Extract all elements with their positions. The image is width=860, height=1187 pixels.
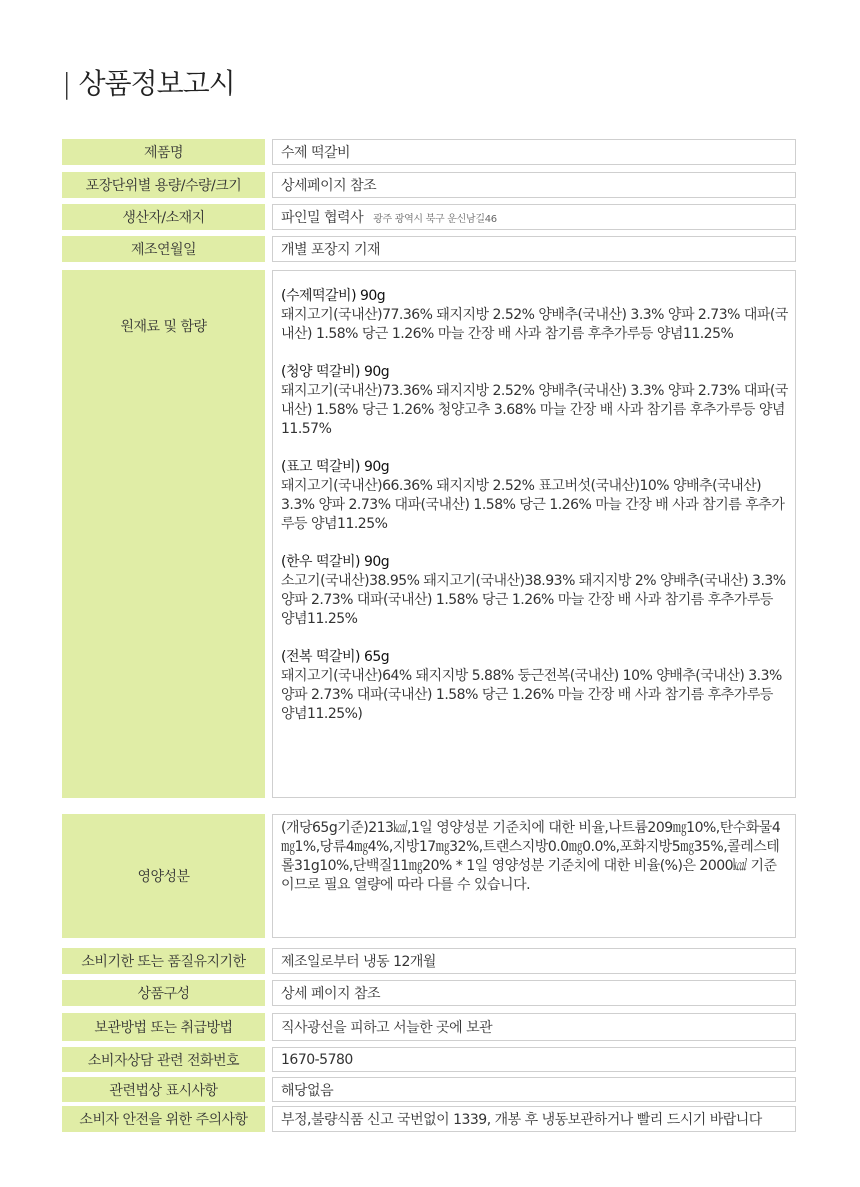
ingredient-item [281,363,789,439]
page-title [62,62,235,102]
row-label: 생산자/소재지 [62,204,265,230]
row-value: 상세 페이지 참조 [272,980,796,1006]
row-value: 직사광선을 피하고 서늘한 곳에 보관 [272,1013,796,1041]
ingredient-name: (전복 떡갈비) 65g [281,649,390,665]
ingredient-name: (한우 떡갈비) 90g [281,554,390,570]
info-row-legal-notice [62,1077,796,1102]
ingredient-text: 소고기(국내산)38.95% 돼지고기(국내산)38.93% 돼지지방 2% 양배추(국내산) 3.3% 양파 2.73% 대파(국내산) 1.58% 당근 1.26% 마늘 간장 배 사과 참기름 후추가루등 양념11.25% [281,573,786,627]
info-row-package-size [62,172,796,198]
producer-name: 파인밀 협력사 [281,210,364,226]
row-value: 상세페이지 참조 [272,172,796,198]
row-label: 원재료 및 함량 [62,270,265,798]
row-label: 영양성분 [62,814,265,938]
row-label: 제조연월일 [62,236,265,262]
info-row-composition [62,980,796,1006]
ingredient-item [281,458,789,534]
producer-address: 광주 광역시 북구 운신남길46 [373,213,497,225]
ingredients-value [272,270,796,798]
info-row-product-name [62,139,796,165]
ingredient-name: (수제떡갈비) 90g [281,288,386,304]
info-row-producer [62,204,796,230]
info-row-nutrition [62,814,796,938]
title-text: 상품정보고시 [78,67,235,100]
row-label: 관련법상 표시사항 [62,1077,265,1102]
row-label: 보관방법 또는 취급방법 [62,1013,265,1041]
row-value: 1670-5780 [272,1047,796,1072]
ingredient-text: 돼지고기(국내산)77.36% 돼지지방 2.52% 양배추(국내산) 3.3% 양파 2.73% 대파(국내산) 1.58% 당근 1.26% 마늘 간장 배 사과 참기름 후추가루등 양념11.25% [281,307,788,342]
ingredient-name: (표고 떡갈비) 90g [281,459,390,475]
nutrition-value: (개당65g기준)213㎉,1일 영양성분 기준치에 대한 비율,나트륨209㎎10%,탄수화물4㎎1%,당류4㎎4%,지방17㎎32%,트랜스지방0.0㎎0.0%,포화지방5㎎35%,콜레스테롤31g10%,단백질11㎎20% * 1일 영양성분 기준치에 대한 비율(%)은 2000㎉ 기준이므로 필요 열량에 따라 다를 수 있습니다. [272,814,796,938]
title-bar: | [62,67,71,100]
row-label: 소비자 안전을 위한 주의사항 [62,1106,265,1132]
ingredient-text: 돼지고기(국내산)73.36% 돼지지방 2.52% 양배추(국내산) 3.3% 양파 2.73% 대파(국내산) 1.58% 당근 1.26% 청양고추 3.68% 마늘 간장 배 사과 참기름 후추가루등 양념11.57% [281,383,788,437]
row-value [272,204,796,230]
ingredient-item [281,287,789,344]
ingredient-text: 돼지고기(국내산)66.36% 돼지지방 2.52% 표고버섯(국내산)10% 양배추(국내산) 3.3% 양파 2.73% 대파(국내산) 1.58% 당근 1.26% 마늘 간장 배 사과 참기름 후추가루등 양념11.25% [281,478,785,532]
row-value: 제조일로부터 냉동 12개월 [272,948,796,974]
row-value: 개별 포장지 기재 [272,236,796,262]
row-value: 해당없음 [272,1077,796,1102]
info-row-expiry [62,948,796,974]
row-value: 부정,불량식품 신고 국번없이 1339, 개봉 후 냉동보관하거나 빨리 드시기 바랍니다 [272,1106,796,1132]
ingredient-item [281,648,789,724]
row-label: 제품명 [62,139,265,165]
ingredient-text: 돼지고기(국내산)64% 돼지지방 5.88% 둥근전복(국내산) 10% 양배추(국내산) 3.3% 양파 2.73% 대파(국내산) 1.58% 당근 1.26% 마늘 간장 배 사과 참기름 후추가루등 양념11.25%) [281,668,782,722]
ingredient-item [281,553,789,629]
info-row-ingredients [62,270,796,798]
row-label: 소비자상담 관련 전화번호 [62,1047,265,1072]
row-value: 수제 떡갈비 [272,139,796,165]
info-row-storage [62,1013,796,1041]
row-label: 상품구성 [62,980,265,1006]
row-label: 포장단위별 용량/수량/크기 [62,172,265,198]
info-row-manufacture-date [62,236,796,262]
info-row-safety [62,1106,796,1132]
row-label: 소비기한 또는 품질유지기한 [62,948,265,974]
ingredient-name: (청양 떡갈비) 90g [281,364,390,380]
info-row-phone [62,1047,796,1072]
